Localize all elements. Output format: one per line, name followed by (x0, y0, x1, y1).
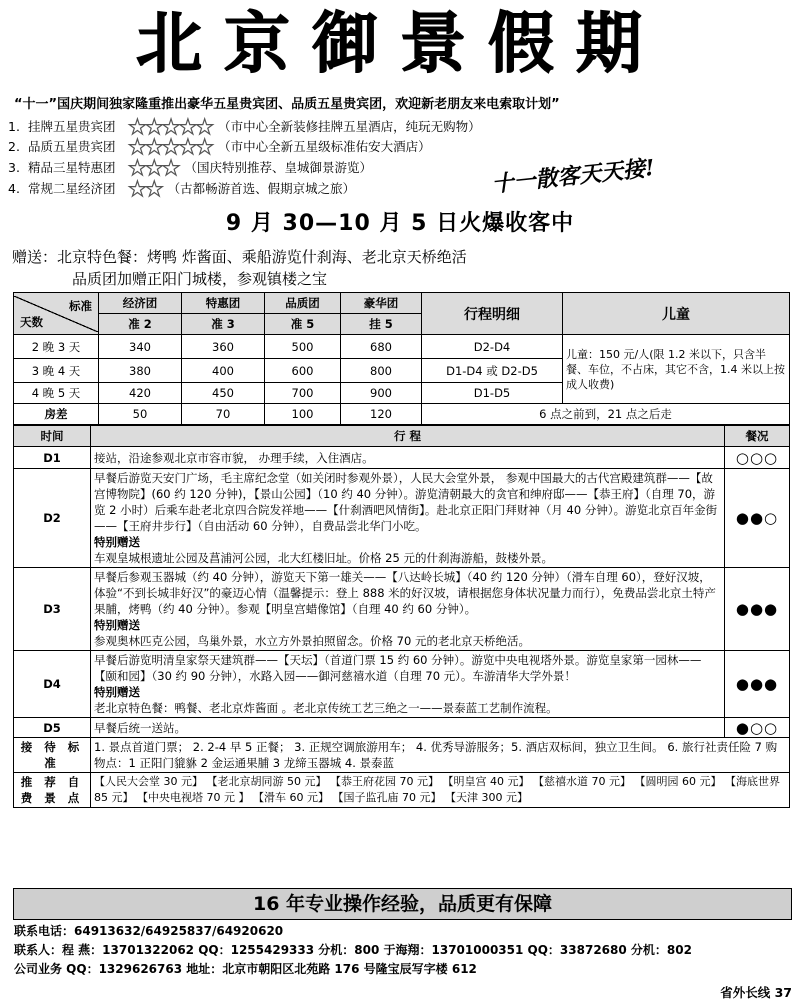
optional-item: 【圆明园 60 元】 (634, 775, 722, 788)
star-icon: ★★ (128, 177, 162, 201)
tier-name: 常规二星经济团 (28, 181, 116, 196)
day-text: 早餐后参观玉器城（约 40 分钟），游览天下第一雄关——【八达岭长城】（40 约 120 分钟）（滑车自理 60），登好汉坡，体验“不到长城非好汉”的豪迈心情（温馨提示：登上 888 米的好汉坡，请根据您身体状况量力而行），免费品尝北京土特产果脯，烤鸭（约 40 分钟）。参观【明皇宫蜡像馆】（自理 40 约 60 分钟）。 (94, 570, 716, 616)
corner-cell (14, 293, 99, 335)
meal-icons: ●●○ (725, 469, 790, 568)
table-row (14, 568, 790, 651)
star-icon: ★★★★★ (128, 135, 213, 159)
standards-label: 接 待 标 准 (14, 738, 91, 773)
day-text: 早餐后游览明清皇家祭天建筑群——【天坛】（首道门票 15 约 60 分钟）。游览中央电视塔外景。游览皇家第一园林——【颐和园】（30 约 90 分钟），水路入园——御河慈禧水道（自理 70 元）。车游清华大学外景！ (94, 653, 702, 683)
price-cell: 680 (341, 335, 422, 359)
standard-header: 准 5 (265, 314, 341, 335)
price-cell: 340 (99, 335, 182, 359)
itinerary-cell: D2-D4 (422, 335, 563, 359)
gift-line-1: 赠送：北京特色餐：烤鸭 炸酱面、乘船游览什刹海、老北京天桥绝活 (12, 248, 467, 266)
room-diff-cell: 50 (99, 404, 182, 425)
standards-text: 1. 景点首道门票； 2. 2-4 早 5 正餐； 3. 正规空调旅游用车； 4. 优秀导游服务；5. 酒店双标间，独立卫生间。 6. 旅行社责任险 7 购物点：1 正阳门貔貅 2 金运通果脯 3 龙缔玉器城 4. 景泰蓝 (91, 738, 790, 773)
meal-icons: ●●● (725, 568, 790, 651)
table-row (14, 718, 790, 738)
optional-item: 【人民大会堂 30 元】 (94, 775, 203, 788)
price-cell: 800 (341, 359, 422, 383)
price-cell: 600 (265, 359, 341, 383)
room-diff-cell: 120 (341, 404, 422, 425)
price-cell: 380 (99, 359, 182, 383)
day-text: 早餐后游览天安门广场，毛主席纪念堂（如关闭时参观外景），人民大会堂外景， 参观中国最大的古代宫殿建筑群——【故宫博物院】(60 约 120 分钟)，【景山公园】（10 约 40 分钟）。游览清朝最大的贪官和绅府邸——【恭王府】（自理 70，游览 2 小时）后乘车赴老北京四合院发祥地——【什刹酒吧风情街】。赴北京正阳门拜财神（月 40 分钟）。游览北京百年金街——【王府井步行】（自由活动 60 分钟），自费品尝北华门小吃。 (94, 471, 718, 533)
day-label: D4 (14, 651, 91, 718)
standard-header: 准 2 (99, 314, 182, 335)
day-label: D2 (14, 469, 91, 568)
itinerary-cell: D1-D4 或 D2-D5 (422, 359, 563, 383)
tier-num: 1. (8, 119, 20, 134)
day-text: 接站，沿途参观北京市容市貌， 办理手续，入住酒店。 (91, 447, 725, 469)
optional-item: 【滑车 60 元】 (253, 791, 329, 804)
table-row (14, 469, 790, 568)
room-diff-cell: 100 (265, 404, 341, 425)
day-label: D1 (14, 447, 91, 469)
special-gift-text: 车观皇城根遗址公园及菖浦河公园，北大红楼旧址。价格 25 元的什刹海游船，鼓楼外景。 (94, 551, 553, 565)
page-footer: 省外长线 37 (720, 985, 792, 1000)
price-cell: 400 (182, 359, 265, 383)
corner-top: 标准 (69, 298, 92, 313)
time-header: 时间 (14, 426, 91, 447)
optional-label: 推 荐 自 费 景 点 (14, 773, 91, 808)
optional-item: 【天津 300 元】 (445, 791, 528, 804)
corner-bottom: 天数 (20, 314, 43, 329)
special-gift-text: 参观奥林匹克公园，鸟巢外景，水立方外景拍照留念。价格 70 元的老北京天桥绝活。 (94, 634, 530, 648)
star-icon: ★★★★★ (128, 115, 213, 139)
meal-icons: ●○○ (725, 718, 790, 738)
optional-item: 【中央电视塔 70 元 】 (137, 791, 250, 804)
price-table (13, 292, 790, 425)
standard-header: 挂 5 (341, 314, 422, 335)
tier-num: 2. (8, 139, 20, 154)
optional-item: 【海底世界 85 元】 (94, 775, 780, 804)
itinerary-col-header: 行 程 (91, 426, 725, 447)
tier-name: 精品三星特惠团 (28, 160, 116, 175)
table-row (14, 651, 790, 718)
child-note: 儿童：150 元/人(限 1.2 米以下，只含半餐、车位，不占床，其它不含，1.4 米以上按成人收费) (563, 335, 790, 404)
days-cell: 2 晚 3 天 (14, 335, 99, 359)
meals-header: 餐况 (725, 426, 790, 447)
table-row (14, 738, 790, 773)
group-header: 经济团 (99, 293, 182, 314)
days-cell: 3 晚 4 天 (14, 359, 99, 383)
itinerary-header: 行程明细 (422, 293, 563, 335)
table-row (14, 404, 790, 425)
optional-item: 【老北京胡同游 50 元】 (206, 775, 327, 788)
optional-item: 【慈禧水道 70 元】 (533, 775, 631, 788)
price-cell: 420 (99, 383, 182, 404)
tier-note: （市中心全新装修挂牌五星酒店，纯玩无购物） (218, 119, 481, 134)
table-row (14, 447, 790, 469)
room-diff-label: 房差 (14, 404, 99, 425)
special-gift-label: 特别赠送 (94, 685, 140, 699)
tier-row (8, 137, 608, 157)
tier-name: 挂牌五星贵宾团 (28, 119, 116, 134)
day-label: D3 (14, 568, 91, 651)
table-row (14, 773, 790, 808)
tier-num: 4. (8, 181, 20, 196)
price-cell: 450 (182, 383, 265, 404)
group-header: 特惠团 (182, 293, 265, 314)
meal-icons: ●●● (725, 651, 790, 718)
group-header: 豪华团 (341, 293, 422, 314)
day-text: 早餐后统一送站。 (91, 718, 725, 738)
page-title: 北京御景假期 (136, 5, 664, 82)
tier-note: （古都畅游首选、假期京城之旅） (167, 181, 356, 196)
optional-item: 【明皇宫 40 元】 (442, 775, 530, 788)
tier-note: （市中心全新五星级标准佑安大酒店） (218, 139, 431, 154)
price-cell: 700 (265, 383, 341, 404)
special-gift-text: 老北京特色餐：鸭餐、老北京炸酱面 。老北京传统工艺三绝之一——景泰蓝工艺制作流程。 (94, 701, 558, 715)
group-header: 品质团 (265, 293, 341, 314)
contact-phone: 联系电话：64913632/64925837/64920620 (14, 924, 284, 938)
schedule-table (13, 425, 790, 808)
price-cell: 360 (182, 335, 265, 359)
tier-num: 3. (8, 160, 20, 175)
standard-header: 准 3 (182, 314, 265, 335)
optional-item: 【国子监孔庙 70 元】 (332, 791, 442, 804)
contact-company: 公司业务 QQ：1329626763 地址：北京市朝阳区北苑路 176 号隆宝辰写字楼 612 (14, 962, 477, 976)
price-cell: 500 (265, 335, 341, 359)
room-diff-cell: 70 (182, 404, 265, 425)
tier-row (8, 117, 608, 137)
tier-note: （国庆特别推荐、皇城御景游览） (184, 160, 372, 175)
itinerary-cell: D1-D5 (422, 383, 563, 404)
intro-text: “十一”国庆期间独家隆重推出豪华五星贵宾团、品质五星贵宾团，欢迎新老朋友来电索取计划” (14, 97, 560, 112)
contact-people: 联系人：程 燕：13701322062 QQ：1255429333 分机：800 于海翔：13701000351 QQ：33872680 分机：802 (14, 943, 692, 957)
gift-line-2: 品质团加赠正阳门城楼，参观镇楼之宝 (72, 270, 328, 288)
banner: 16 年专业操作经验，品质更有保障 (13, 888, 792, 920)
tier-name: 品质五星贵宾团 (28, 139, 116, 154)
special-gift-label: 特别赠送 (94, 618, 140, 632)
table-row (14, 335, 790, 359)
period-headline: 9 月 30—10 月 5 日火爆收客中 (225, 211, 575, 236)
time-note: 6 点之前到，21 点之后走 (422, 404, 790, 425)
optional-item: 【恭王府花园 70 元】 (330, 775, 439, 788)
child-header: 儿童 (563, 293, 790, 335)
days-cell: 4 晚 5 天 (14, 383, 99, 404)
slogan: 十一散客天天接! (490, 154, 656, 198)
day-label: D5 (14, 718, 91, 738)
star-icon: ★★★ (128, 156, 179, 180)
meal-icons: ○○○ (725, 447, 790, 469)
special-gift-label: 特别赠送 (94, 535, 140, 549)
price-cell: 900 (341, 383, 422, 404)
